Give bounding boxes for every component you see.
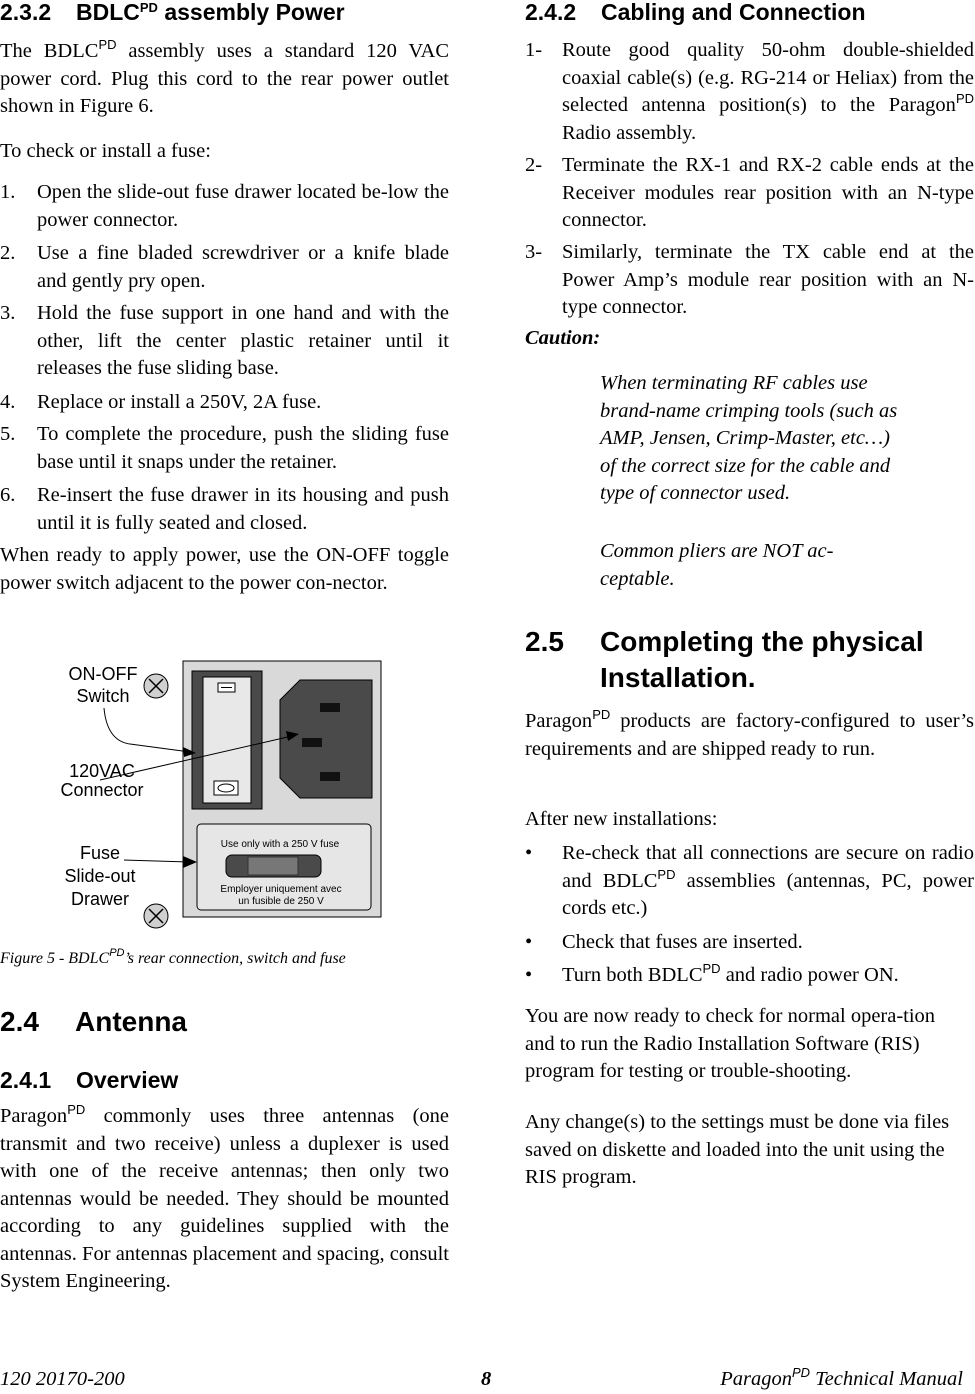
- paragraph-ready-to-check: You are now ready to check for normal opera-tion and to run the Radio Installation Software (RIS) program for testing or trouble-shooting.: [525, 1005, 936, 1082]
- footer-page-number: 8: [481, 1368, 492, 1390]
- leader-line-fuse: [124, 860, 189, 862]
- screw-icon: [144, 904, 168, 928]
- bullet-icon: •: [525, 842, 533, 864]
- rear-panel-figure: [0, 650, 449, 950]
- paragraph-factory: Paragon$^{PD}$ products are factory-configured to user’s requirements and are shipped ready to run.: [525, 707, 974, 760]
- label-fuse-drawer: Drawer: [70, 889, 130, 909]
- fuse-drawer-warning: Use only with a 250 V fuse: [220, 839, 340, 850]
- caution-title: Caution:: [525, 327, 601, 349]
- heading-2-4: 2.4 Antenna: [0, 1006, 187, 1037]
- list-item: 4. Replace or install a 250V, 2A fuse.: [0, 391, 322, 413]
- bullet-icon: •: [525, 931, 533, 953]
- bullet-icon: •: [525, 964, 533, 986]
- screw-icon: [144, 674, 168, 698]
- bullet-item: • Check that fuses are inserted.: [525, 929, 974, 957]
- heading-2-5: 2.5 Completing the physical Installation.: [525, 626, 924, 693]
- paragraph-after: After new installations:: [525, 808, 718, 830]
- fuse-drawer-warning-fr: un fusible de 250 V: [238, 896, 324, 907]
- label-120vac-connector: Connector: [60, 780, 144, 800]
- list-item: 2. Use a fine bladed screwdriver or a knife blade and gently pry open.: [0, 242, 449, 292]
- figure-caption: Figure $5 - BDLC^{PD}’s$ rear connection, switch and fuse: [0, 947, 346, 967]
- leader-line-switch: [104, 708, 190, 752]
- fuse-drawer-warning-fr: Employer uniquement avec: [220, 884, 342, 895]
- heading-2-3-2: 2.3.2 $BDLC^{PD}$ assembly Power: [0, 0, 345, 25]
- label-120vac-connector: 120VAC: [69, 761, 135, 781]
- footer-doc-number: 120 20170-200: [0, 1368, 125, 1390]
- bullet-item: • Re-check that all connections are secure on radio and $BDLC^{PD}$ assemblies (antennas, PC, power cords etc.): [525, 842, 974, 919]
- list-item: 2- Terminate the RX-1 and RX-2 cable ends at the Receiver modules rear position with an N-type connector.: [525, 154, 974, 231]
- list-item: 3- Similarly, terminate the TX cable end at the Power Amp’s module rear position with an N-type connector.: [525, 241, 974, 318]
- label-on-off-switch: Switch: [76, 686, 130, 706]
- heading-2-4-1: 2.4.1 Overview: [0, 1067, 179, 1093]
- paragraph-overview: Paragon$^{PD}$ commonly uses three antennas (one transmit and two receive) unless a duplexer is used with one of the receive antennas; then only two antennas would be needed. They should be mounted according to any guidelines supplied with the antennas. For antennas placement and spacing, consult System Engineering.: [0, 1102, 449, 1292]
- caution-text: When terminating RF cables use brand-name crimping tools (such as AMP, Jensen, Crimp-Master, etc…) of the correct size for the cable and type of connector used.: [600, 372, 898, 504]
- label-fuse-drawer: Slide-out: [64, 866, 136, 886]
- list-item: 1- Route good quality 50-ohm double-shielded coaxial cable(s) (e.g. RG-214 or Heliax) from the selected antenna position(s) to the Paragon$^{PD}$ Radio assembly.: [525, 39, 974, 144]
- paragraph-check-fuse: To check or install a fuse:: [0, 140, 211, 162]
- list-item: 3. Hold the fuse support in one hand and with the other, lift the center plastic retainer until it releases the fuse sliding base.: [0, 302, 449, 379]
- list-item: 1. Open the slide-out fuse drawer located be-low the power connector.: [0, 181, 449, 231]
- paragraph-ready: When ready to apply power, use the ON-OFF toggle power switch adjacent to the power con-nector.: [0, 544, 449, 594]
- paragraph-power: The $BDLC^{PD}$ assembly uses a standard 120 VAC power cord. Plug this cord to the rear power outlet shown in Figure 6.: [0, 37, 449, 117]
- paragraph-settings-change: Any change(s) to the settings must be done via files saved on diskette and loaded into the unit using the RIS program.: [525, 1111, 950, 1188]
- heading-2-4-2: 2.4.2 Cabling and Connection: [525, 0, 866, 25]
- caution-text: Common pliers are NOT ac-ceptable.: [600, 540, 834, 590]
- bullet-item: • Turn both $BDLC^{PD}$ and radio power ON.: [525, 962, 974, 990]
- label-fuse-drawer: Fuse: [79, 843, 121, 863]
- list-item: 5. To complete the procedure, push the sliding fuse base until it snaps under the retainer.: [0, 423, 449, 473]
- label-on-off-switch: ON-OFF: [68, 664, 138, 684]
- list-item: 6. Re-insert the fuse drawer in its housing and push until it is fully seated and closed.: [0, 484, 449, 534]
- footer-manual-title: Paragon$^{PD}$ Technical Manual: [720, 1365, 963, 1390]
